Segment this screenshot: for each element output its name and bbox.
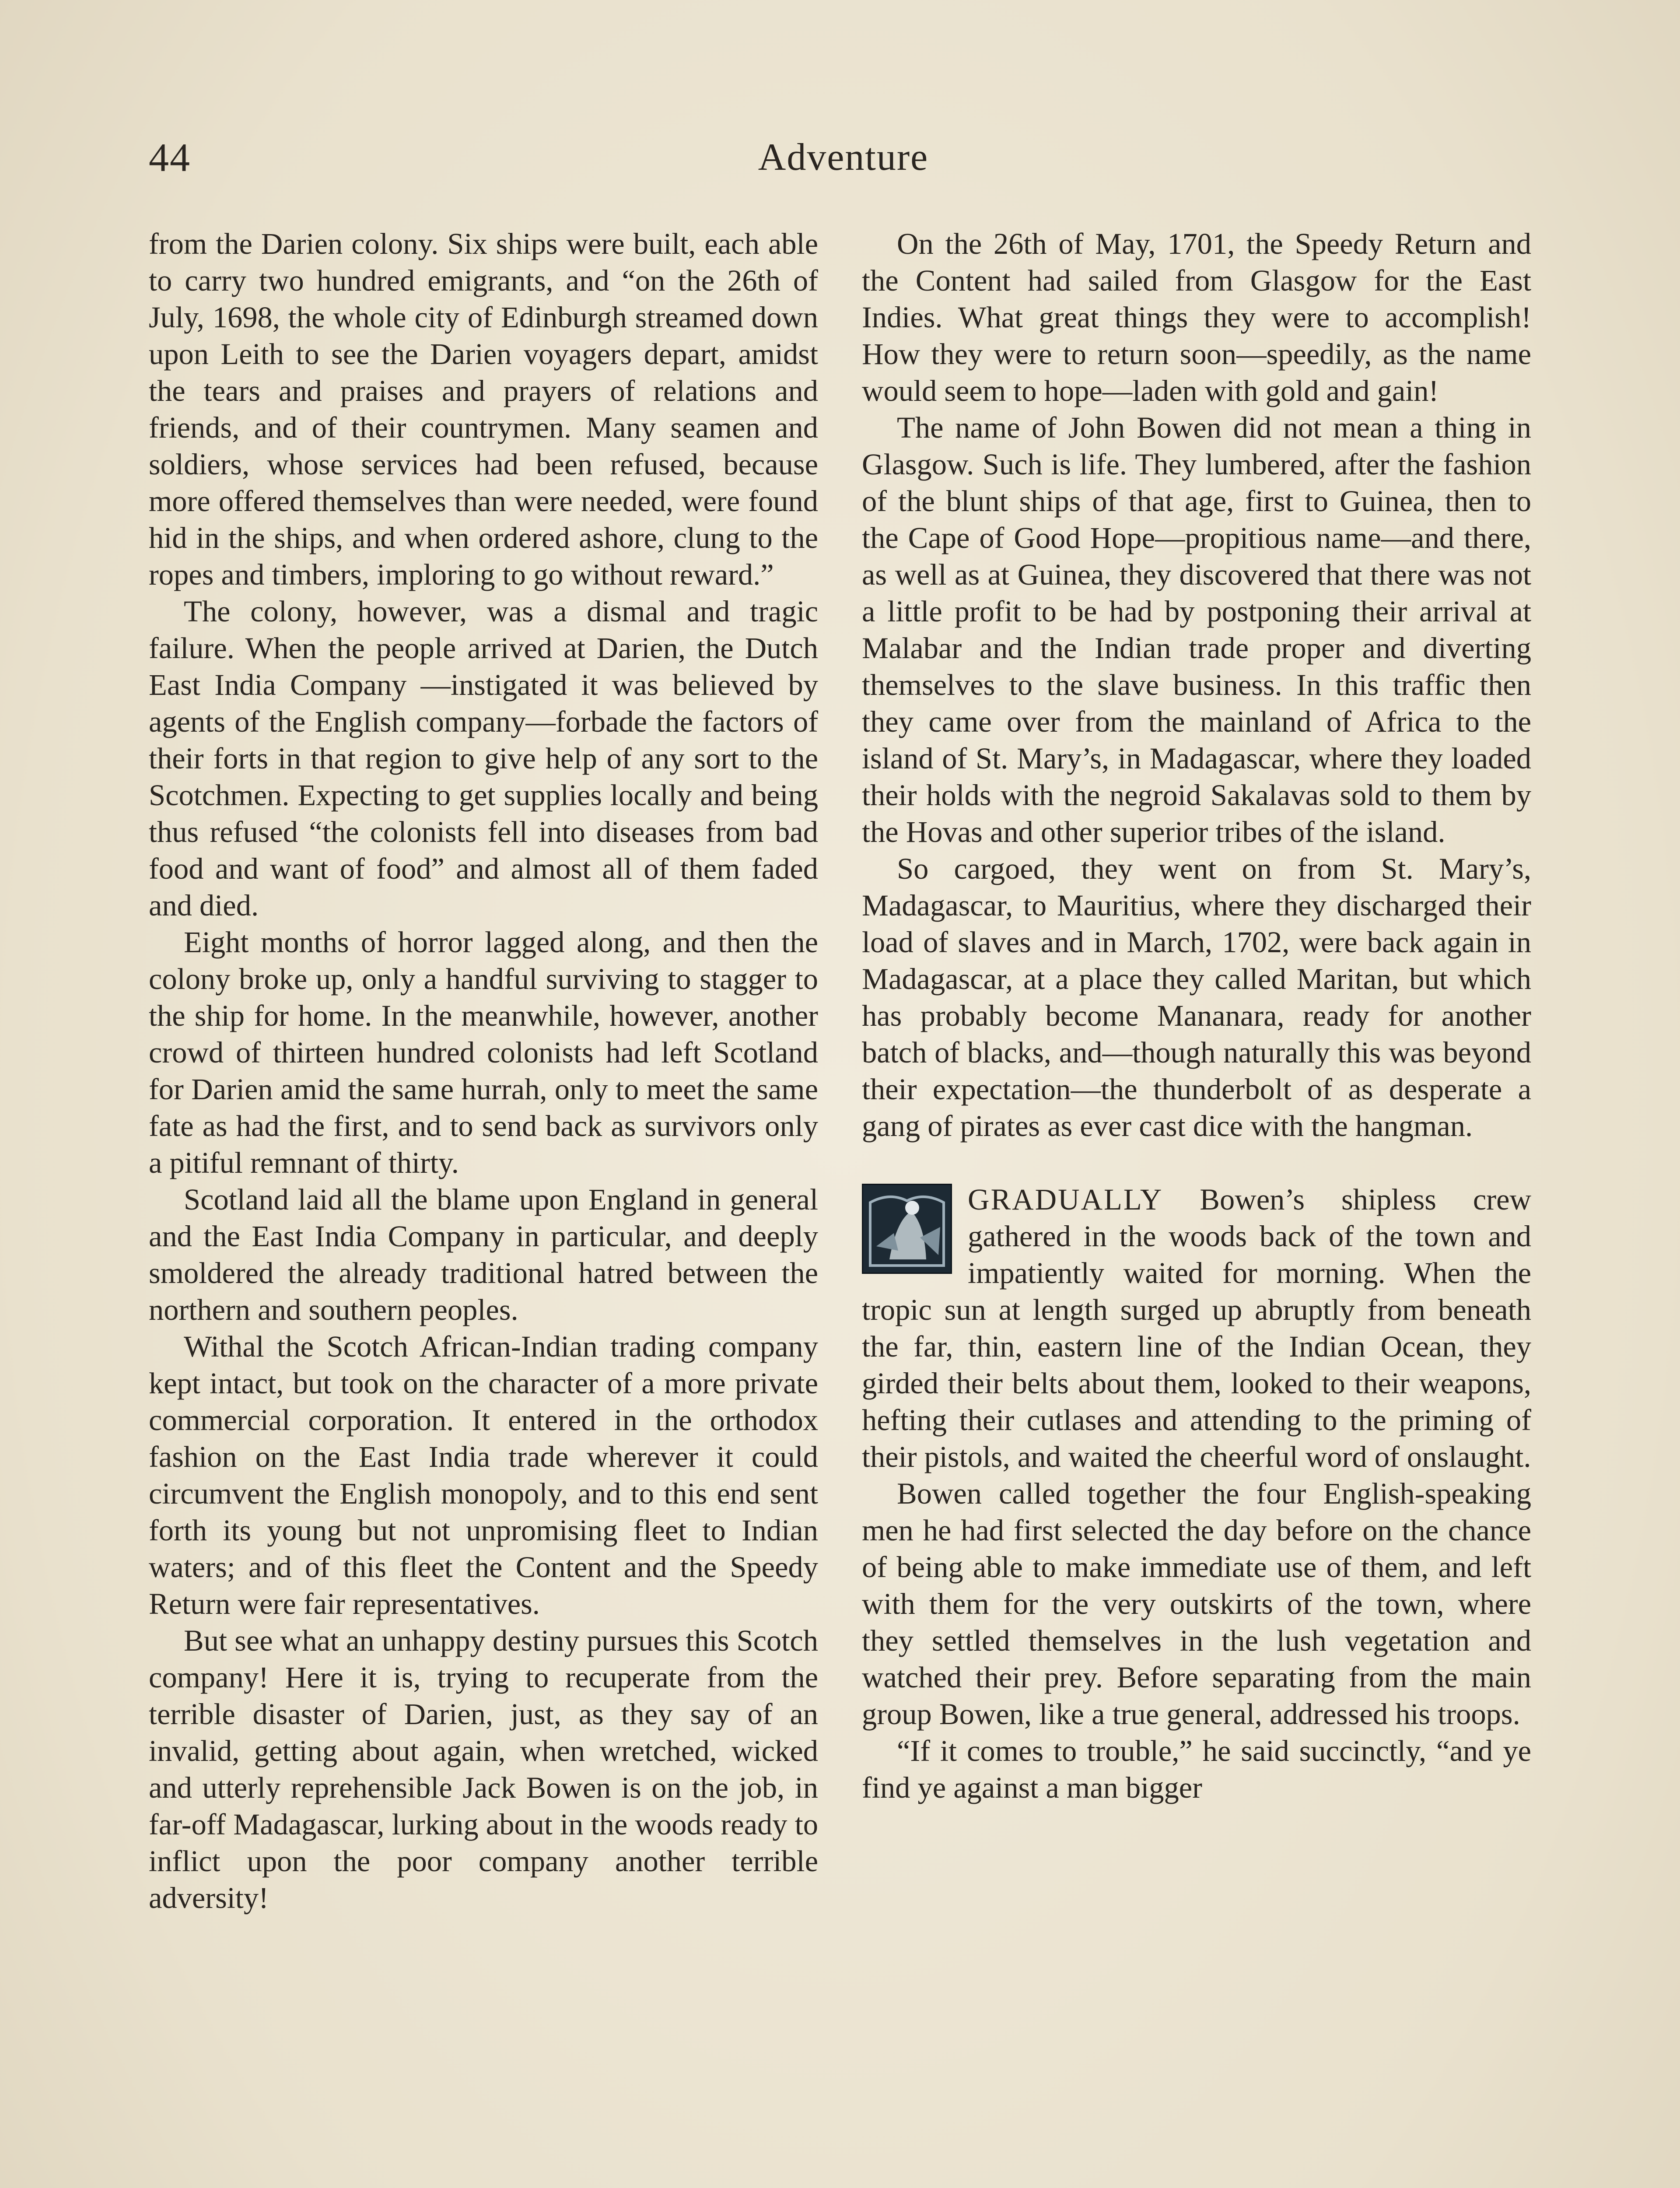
section-opening-text: Bowen’s shipless crew gathered in the woods back of the town and impatiently waited for morning. When the tropic sun at length surged up abruptly from beneath the far, thin, eastern line of the Indian Ocean, they girded their belts about them, looked to their weapons, hefting their cutlases and attending to the priming of their pistols, and waited the cheerful word of onslaught. xyxy=(862,1183,1531,1473)
paragraph: Withal the Scotch African-Indian trading company kept intact, but took on the character of a more private commercial corporation. It entered in the orthodox fashion on the East India trade wherever it could circumvent the English monopoly, and to this end sent forth its young but not unpromising fleet to Indian waters; and of this fleet the Content and the Speedy Return were fair representatives. xyxy=(149,1330,818,1620)
running-title: Adventure xyxy=(758,136,929,179)
paragraph: Bowen called together the four English-speaking men he had first selected the day before on the chance of being able to make immediate use of them, and left with them for the very outskirts of the town, where they settled themselves in the lush vegetation and watched their prey. Before separating from the main group Bowen, like a true general, addressed his troops. xyxy=(862,1477,1531,1731)
page-number: 44 xyxy=(149,135,191,180)
paragraph: The name of John Bowen did not mean a thing in Glasgow. Such is life. They lumbered, after the fashion of the blunt ships of that age, first to Guinea, then to the Cape of Good Hope—propitious name—and there, as well as at Guinea, they discovered that there was not a little profit to be had by postponing their arrival at Malabar and the Indian trade proper and diverting themselves to the slave business. In this traffic then they came over from the mainland of Africa to the island of St. Mary’s, in Madagascar, where they loaded their holds with the negroid Sakalavas sold to them by the Hovas and other superior tribes of the island. xyxy=(862,411,1531,849)
paragraph: But see what an unhappy destiny pursues this Scotch company! Here it is, trying to recuperate from the terrible disaster of Darien, just, as they say of an invalid, getting about again, when wretched, wicked and utterly reprehensible Jack Bowen is on the job, in far-off Madagascar, lurking about in the woods ready to inflict upon the poor company another terrible adversity! xyxy=(149,1624,818,1914)
left-column xyxy=(149,225,818,1916)
section-lead-word: GRADUALLY xyxy=(968,1183,1163,1216)
paragraph: On the 26th of May, 1701, the Speedy Return and the Content had sailed from Glasgow for the East Indies. What great things they were to accomplish! How they were to return soon—speedily, as the name would seem to hope—laden with gold and gain! xyxy=(862,227,1531,407)
page-header xyxy=(149,131,1538,184)
paragraph: The colony, however, was a dismal and tragic failure. When the people arrived at Darien, the Dutch East India Company —instigated it was believed by agents of the English company—forbade the factors of their forts in that region to give help of any sort to the Scotchmen. Expecting to get supplies locally and being thus refused “the colonists fell into diseases from bad food and want of food” and almost all of them faded and died. xyxy=(149,595,818,922)
paragraph: from the Darien colony. Six ships were built, each able to carry two hundred emigrants, and “on the 26th of July, 1698, the whole city of Edinburgh streamed down upon Leith to see the Darien voyagers depart, amidst the tears and praises and prayers of relations and friends, and of their countrymen. Many seamen and soldiers, whose services had been refused, because more offered themselves than were needed, were found hid in the ships, and when ordered ashore, clung to the ropes and timbers, imploring to go without reward.” xyxy=(149,227,818,591)
decorative-initial-icon xyxy=(862,1184,952,1274)
section-opening-paragraph xyxy=(862,1181,1531,1475)
section-break xyxy=(862,1144,1531,1181)
paragraph: Scotland laid all the blame upon England in general and the East India Company in particular, and deeply smoldered the already traditional hatred between the northern and southern peoples. xyxy=(149,1183,818,1326)
right-column xyxy=(862,225,1531,1806)
paragraph: So cargoed, they went on from St. Mary’s, Madagascar, to Mauritius, where they discharged their load of slaves and in March, 1702, were back again in Madagascar, at a place they called Maritan, but which has probably become Mananara, ready for another batch of blacks, and—though naturally this was beyond their expectation—the thunderbolt of as desperate a gang of pirates as ever cast dice with the hangman. xyxy=(862,852,1531,1143)
paragraph: “If it comes to trouble,” he said succinctly, “and ye find ye against a man bigger xyxy=(862,1734,1531,1804)
paragraph: Eight months of horror lagged along, and then the colony broke up, only a handful surviving to stagger to the ship for home. In the meanwhile, however, another crowd of thirteen hundred colonists had left Scotland for Darien amid the same hurrah, only to meet the same fate as had the first, and to send back as survivors only a pitiful remnant of thirty. xyxy=(149,926,818,1179)
